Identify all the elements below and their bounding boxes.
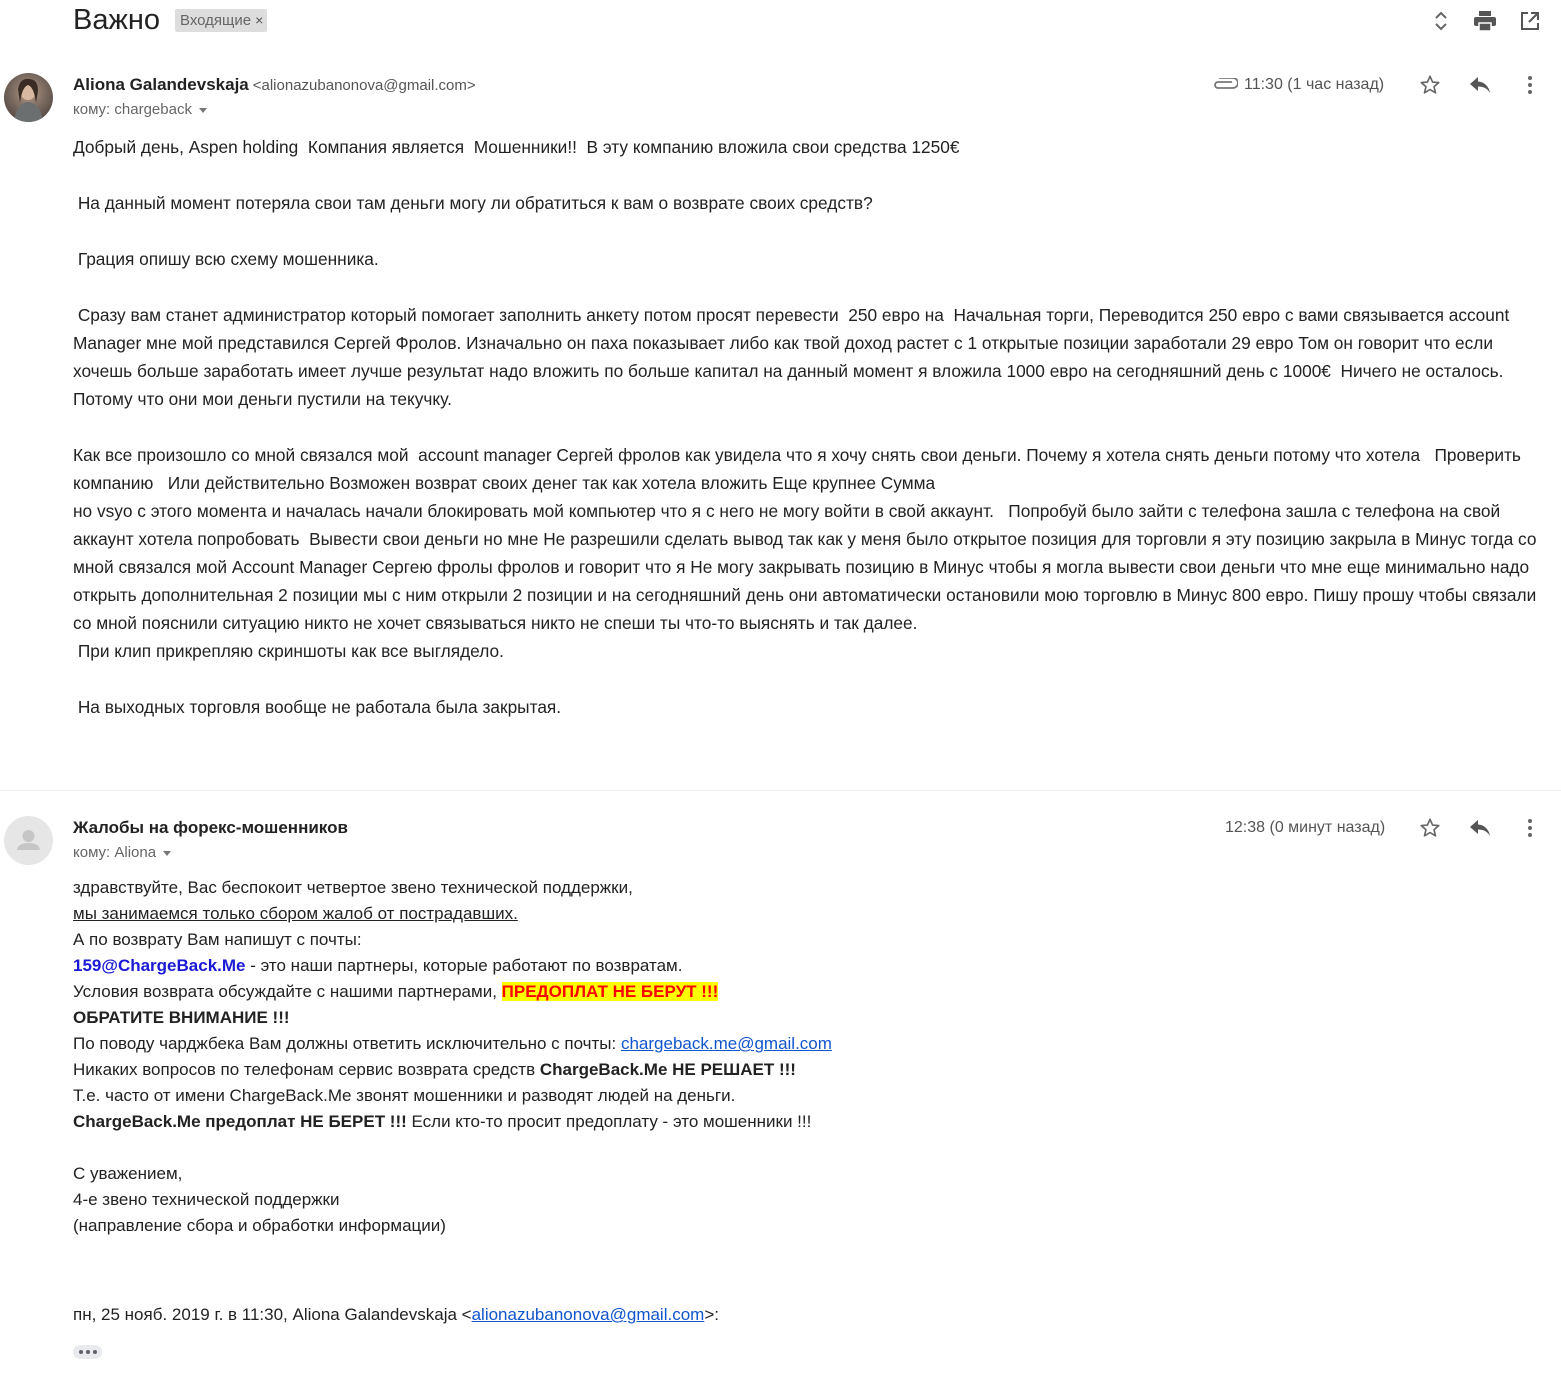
body-line: здравствуйте, Вас беспокоит четвертое звено технической поддержки, (73, 878, 633, 897)
reply-icon[interactable] (1466, 71, 1494, 99)
body-text: - это наши партнеры, которые работают по возвратам. (245, 956, 683, 975)
body-paragraph: Грация опишу всю схему мошенника. (73, 249, 379, 269)
recipient-line[interactable] (73, 844, 171, 861)
body-line: ОБРАТИТЕ ВНИМАНИЕ !!! (73, 1008, 290, 1027)
sender-email: <alionazubanonova@gmail.com> (252, 77, 476, 94)
default-avatar-icon[interactable] (4, 816, 53, 865)
message-divider (0, 790, 1561, 791)
more-vertical-icon[interactable] (1516, 814, 1544, 842)
chevron-down-icon[interactable] (163, 851, 171, 856)
body-bold-text: ChargeBack.Me НЕ РЕШАЕТ !!! (539, 1060, 796, 1079)
thread-header (0, 0, 1561, 44)
body-line (73, 979, 1533, 1005)
message-time: 12:38 (0 минут назад) (1225, 819, 1386, 836)
body-text: Если кто-то просит предоплату - это мошенники !!! (406, 1112, 812, 1131)
message-2-body (73, 875, 1533, 1239)
signature-line: (направление сбора и обработки информации) (73, 1216, 446, 1235)
recipient-text: кому: chargeback (73, 101, 192, 118)
body-line (73, 1031, 1533, 1057)
message-1-body (73, 133, 1543, 721)
quote-text: >: (704, 1305, 719, 1324)
reply-icon[interactable] (1466, 814, 1494, 842)
sender-name[interactable]: Жалобы на форекс-мошенников (73, 818, 348, 837)
signature-line: С уважением, (73, 1164, 183, 1183)
thread-subject: Важно (73, 4, 161, 36)
label-remove-button[interactable]: × (255, 12, 264, 28)
attachment-icon (1211, 71, 1239, 99)
message-time: 11:30 (1 час назад) (1244, 76, 1385, 93)
body-line: мы занимаемся только сбором жалоб от пострадавших. (73, 904, 518, 923)
chevron-down-icon[interactable] (199, 108, 207, 113)
body-text: Никаких вопросов по телефонам сервис возврата средств (73, 1060, 540, 1079)
body-paragraph: На выходных торговля вообще не работала была закрытая. (73, 697, 562, 717)
star-icon[interactable] (1416, 814, 1444, 842)
body-paragraph: Как все произошло со мной связался мой account manager Сергей фролов как увидела что я хочу снять свои деньги. Почему я хотела снять деньги потому что хотела Проверить компанию Или действительно Возможен возврат своих денег так как хотела вложить Еще крупнее Сумма (73, 445, 1526, 493)
sender-name-text: Aliona Galandevskaja (73, 75, 249, 94)
body-line: Т.е. часто от имени ChargeBack.Me звонят мошенники и разводят людей на деньги. (73, 1086, 736, 1105)
more-vertical-icon[interactable] (1516, 71, 1544, 99)
label-chip-inbox[interactable] (175, 9, 267, 32)
signature-line: 4-е звено технической поддержки (73, 1190, 340, 1209)
recipient-text: кому: Aliona (73, 844, 157, 861)
body-line: А по возврату Вам напишут с почты: (73, 930, 362, 949)
sender-name[interactable] (73, 75, 476, 95)
body-paragraph: На данный момент потеряла свои там деньги могу ли обратиться к вам о возврате своих средств? (73, 193, 873, 213)
quoted-header (73, 1302, 719, 1328)
body-line (73, 1109, 1533, 1135)
body-text: Условия возврата обсуждайте с нашими партнерами, (73, 982, 502, 1001)
body-line (73, 1057, 1533, 1083)
highlight-warning: ПРЕДОПЛАТ НЕ БЕРУТ !!! (501, 982, 719, 1001)
body-line (73, 953, 1533, 979)
star-icon[interactable] (1416, 71, 1444, 99)
quote-text: пн, 25 нояб. 2019 г. в 11:30, Aliona Galandevskaja < (73, 1305, 472, 1324)
body-paragraph: При клип прикрепляю скриншоты как все выглядело. (73, 641, 504, 661)
body-paragraph: Добрый день, Aspen holding Компания является Мошенники!! В эту компанию вложила свои средства 1250€ (73, 137, 960, 157)
body-text: По поводу чарджбека Вам должны ответить исключительно с почты: (73, 1034, 621, 1053)
body-paragraph: Сразу вам станет администратор который помогает заполнить анкету потом просят перевести 250 евро на Начальная торги, Переводится 250 евро с вами связывается account Manager мне мой представился Сергей Фролов. Изначально он паха показывает либо как твой доход растет с 1 открытые позиции заработали 29 евро Том он говорит что если хочешь больше заработать имеет лучше результат надо вложить по больше капитал на данный момент я вложила 1000 евро на сегодняшний день с 1000€ Ничего не осталось. Потому что они мои деньги пустили на текучку. (73, 305, 1515, 409)
quoted-email-link[interactable]: alionazubanonova@gmail.com (471, 1305, 705, 1324)
print-icon[interactable] (1472, 8, 1498, 34)
expand-collapse-icon[interactable] (1428, 8, 1454, 34)
sender-avatar[interactable] (4, 73, 53, 122)
show-trimmed-content-icon[interactable] (73, 1345, 102, 1359)
chargeback-email-link[interactable]: chargeback.me@gmail.com (620, 1034, 832, 1053)
body-bold-text: ChargeBack.Me предоплат НЕ БЕРЕТ !!! (73, 1112, 407, 1131)
body-paragraph: но vsyo с этого момента и началась начали блокировать мой компьютер что я с него не могу войти в свой аккаунт. Попробуй было зайти с телефона зашла с телефона на свой аккаунт хотела попробовать Вывести свои деньги но мне Не разрешили сделать вывод так как у меня было открытое позиция для торговли я эту позицию закрыла в Минус тогда со мной связался мой Account Manager Сергею фролы фролов и говорит что я Не могу закрывать позицию в Минус чтобы я могла вывести свои деньги что мне еще минимально надо открыть дополнительная 2 позиции мы с ним открыли 2 позиции и на сегодняшний день они автоматически остановили мою торговлю в Минус 800 евро. Пишу прошу чтобы связали со мной пояснили ситуацию никто не хочет связываться никто не спеши ты что-то выяснять и так далее. (73, 501, 1542, 633)
label-chip-text: Входящие (180, 12, 252, 29)
open-new-window-icon[interactable] (1517, 8, 1543, 34)
partner-email: 159@ChargeBack.Me (73, 956, 246, 975)
recipient-line[interactable] (73, 101, 207, 118)
